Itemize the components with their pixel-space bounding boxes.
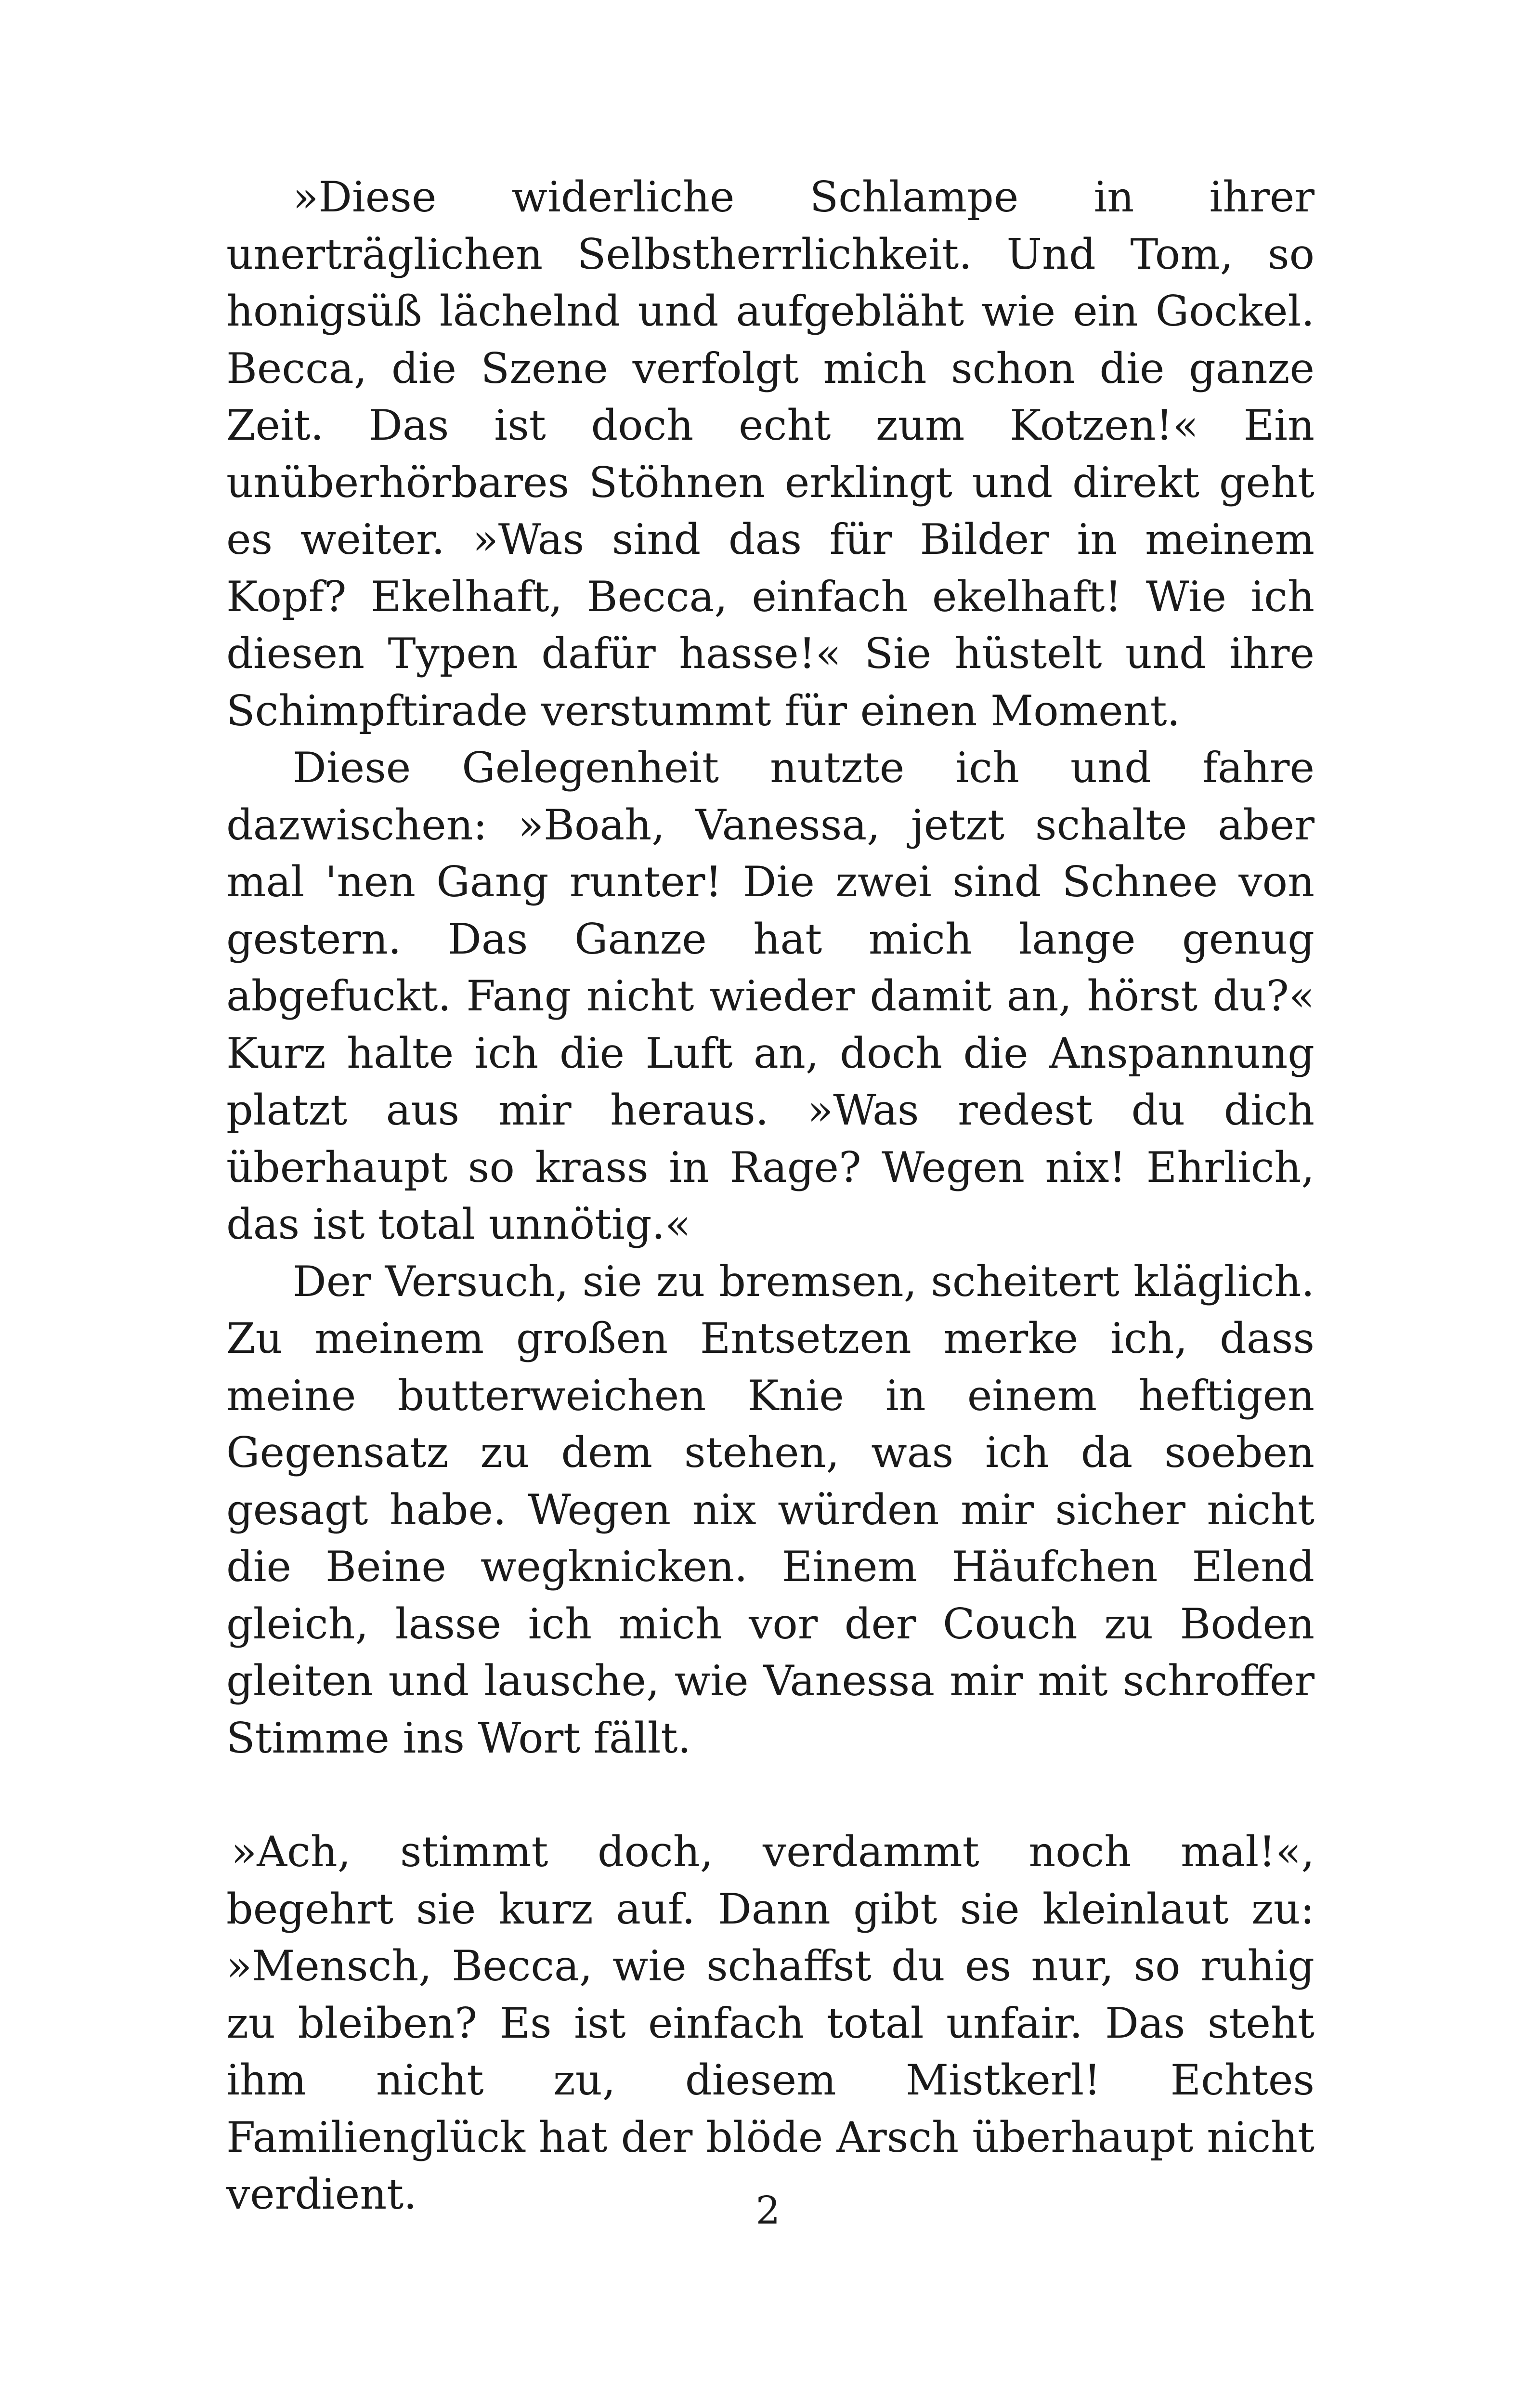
paragraph-3: Der Versuch, sie zu bremsen, scheitert kläglich. Zu meinem großen Entsetzen merke ich, dass meine butterweichen Knie in einem heftigen Gegensatz zu dem stehen, was ich da soeben gesagt habe. Wegen nix würden mir sicher nicht die Beine wegknicken. Einem Häufchen Elend gleich, lasse ich mich vor der Couch zu Boden gleiten und lausche, wie Vanessa mir mit schroffer Stimme ins Wort fällt. — [226, 1256, 1315, 1763]
paragraph-1: »Diese widerliche Schlampe in ihrer unerträglichen Selbstherrlichkeit. Und Tom, so honigsüß lächelnd und aufgebläht wie ein Gockel. Becca, die Szene verfolgt mich schon die ganze Zeit. Das ist doch echt zum Kotzen!« Ein unüberhörbares Stöhnen erklingt und direkt geht es weiter. »Was sind das für Bilder in meinem Kopf? Ekelhaft, Becca, einfach ekelhaft! Wie ich diesen Typen dafür hasse!« Sie hüstelt und ihre Schimpftirade verstummt für einen Moment. — [226, 172, 1315, 735]
body-text — [226, 169, 1315, 2223]
paragraph-4: »Ach, stimmt doch, verdammt noch mal!«, begehrt sie kurz auf. Dann gibt sie kleinlaut zu: »Mensch, Becca, wie schaffst du es nur, so ruhig zu bleiben? Es ist einfach total unfair. Das steht ihm nicht zu, diesem Mistkerl! Echtes Familienglück hat der blöde Arsch überhaupt nicht verdient. — [226, 1827, 1315, 2219]
page-number: 2 — [755, 2188, 781, 2233]
paragraph-2: Diese Gelegenheit nutzte ich und fahre dazwischen: »Boah, Vanessa, jetzt schalte aber mal 'nen Gang runter! Die zwei sind Schnee von gestern. Das Ganze hat mich lange genug abgefuckt. Fang nicht wieder damit an, hörst du?« Kurz halte ich die Luft an, doch die Anspannung platzt aus mir heraus. »Was redest du dich überhaupt so krass in Rage? Wegen nix! Ehrlich, das ist total unnötig.« — [226, 743, 1315, 1249]
